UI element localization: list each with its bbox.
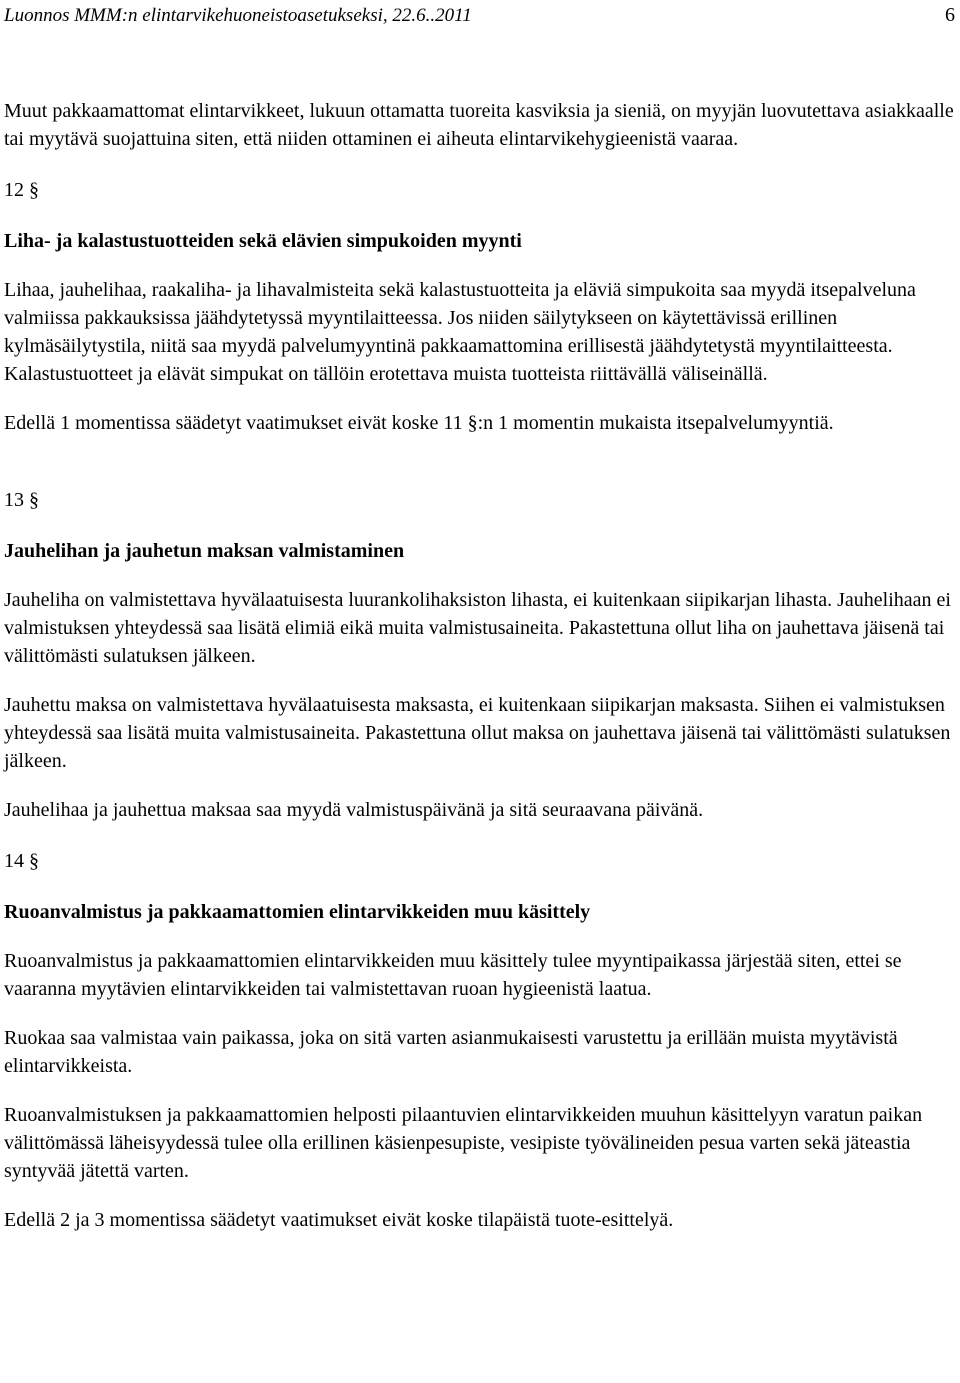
section-12-paragraph-2: Edellä 1 momentissa säädetyt vaatimukset eivät koske 11 §:n 1 momentin mukaista itsepalvelumyyntiä. (4, 412, 834, 434)
page-number: 6 (945, 4, 955, 26)
intro-paragraph: Muut pakkaamattomat elintarvikkeet, lukuun ottamatta tuoreita kasviksia ja sieniä, on myyjän luovutettava asiakkaalle tai myytävä suojattuina siten, että niiden ottaminen ei aiheuta elintarvikehygieenistä vaaraa. (4, 100, 954, 150)
document-header-title: Luonnos MMM:n elintarvikehuoneistoasetukseksi, 22.6..2011 (4, 5, 472, 26)
section-title-14: Ruoanvalmistus ja pakkaamattomien elintarvikkeiden muu käsittely (4, 901, 591, 923)
section-number-13: 13 § (4, 489, 39, 511)
section-14-paragraph-4: Edellä 2 ja 3 momentissa säädetyt vaatimukset eivät koske tilapäistä tuote-esittelyä. (4, 1209, 674, 1231)
section-title-13: Jauhelihan ja jauhetun maksan valmistaminen (4, 540, 405, 562)
section-14-paragraph-2: Ruokaa saa valmistaa vain paikassa, joka on sitä varten asianmukaisesti varustettu ja erillään muista myytävistä elintarvikkeista. (4, 1027, 898, 1077)
section-13-paragraph-3: Jauhelihaa ja jauhettua maksaa saa myydä valmistuspäivänä ja sitä seuraavana päivänä. (4, 799, 704, 821)
section-12-paragraph-1: Lihaa, jauhelihaa, raakaliha- ja lihavalmisteita sekä kalastustuotteita ja eläviä simpukoita saa myydä itsepalveluna valmiissa pakkauksissa jäähdytetyssä myyntilaitteessa. Jos niiden säilytykseen on käytettävissä erillinen kylmäsäilytystila, niitä saa myydä palvelumyyntinä pakkaamattomina erillisestä jäähdytetystä myyntilaitteesta. Kalastustuotteet ja elävät simpukat on tällöin erotettava muista tuotteista riittävällä väliseinällä. (4, 279, 916, 385)
section-title-12: Liha- ja kalastustuotteiden sekä elävien simpukoiden myynti (4, 230, 522, 252)
section-number-14: 14 § (4, 850, 39, 872)
section-13-paragraph-1: Jauheliha on valmistettava hyvälaatuisesta luurankolihaksiston lihasta, ei kuitenkaan siipikarjan lihasta. Jauhelihaan ei valmistuksen yhteydessä saa lisätä elimiä eikä muita valmistusaineita. Pakastettuna ollut liha on jauhettava jäisenä tai välittömästi sulatuksen jälkeen. (4, 589, 951, 667)
section-14-paragraph-3: Ruoanvalmistuksen ja pakkaamattomien helposti pilaantuvien elintarvikkeiden muuhun käsittelyyn varatun paikan välittömässä läheisyydessä tulee olla erillinen käsienpesupiste, vesipiste työvälineiden pesua varten sekä jäteastia syntyvää jätettä varten. (4, 1104, 923, 1182)
section-14-paragraph-1: Ruoanvalmistus ja pakkaamattomien elintarvikkeiden muu käsittely tulee myyntipaikassa järjestää siten, ettei se vaaranna myytävien elintarvikkeiden tai valmistettavan ruoan hygieenistä laatua. (4, 950, 902, 1000)
section-number-12: 12 § (4, 179, 39, 201)
section-13-paragraph-2: Jauhettu maksa on valmistettava hyvälaatuisesta maksasta, ei kuitenkaan siipikarjan maksasta. Siihen ei valmistuksen yhteydessä saa lisätä muita valmistusaineita. Pakastettuna ollut maksa on jauhettava jäisenä tai välittömästi sulatuksen jälkeen. (4, 694, 951, 772)
document-body (4, 97, 956, 1234)
